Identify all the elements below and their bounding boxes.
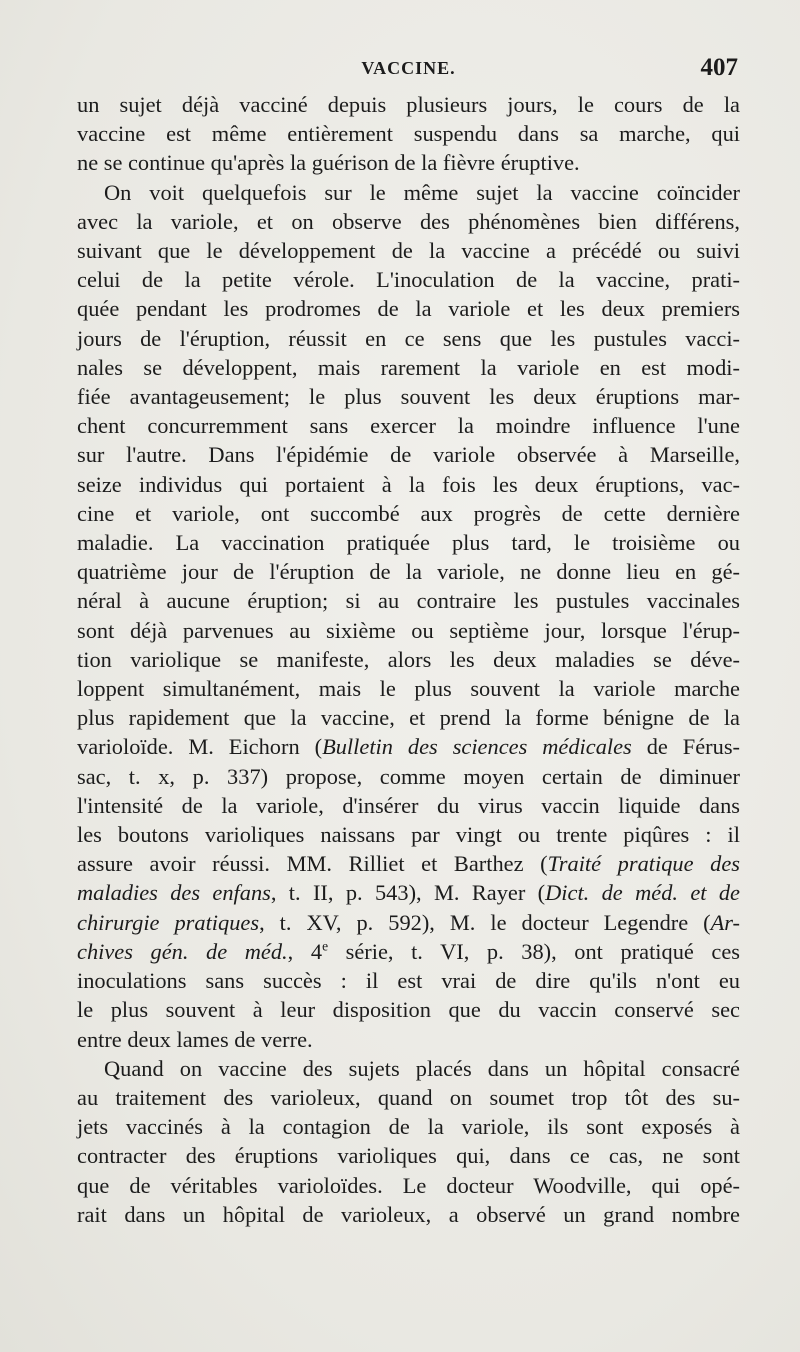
text-line: sac, t. x, p. 337) propose, comme moyen certain de diminuer [77, 763, 740, 789]
text-line: le plus souvent à leur disposition que du vaccin conservé sec [77, 997, 740, 1023]
text-line: cine et variole, ont succombé aux progrès de cette dernière [77, 500, 740, 526]
text-line: quatrième jour de l'éruption de la variole, ne donne lieu en gé- [77, 559, 740, 585]
text-line: maladies des enfans, t. II, p. 543), M. Rayer (Dict. de méd. et de [77, 880, 740, 906]
text-line: On voit quelquefois sur le même sujet la vaccine coïncider [104, 179, 740, 205]
text-line: fiée avantageusement; le plus souvent les deux éruptions mar- [77, 384, 740, 410]
text-line: sont déjà parvenues au sixième ou septième jour, lorsque l'érup- [77, 617, 740, 643]
text-line: quée pendant les prodromes de la variole et les deux premiers [77, 296, 740, 322]
text-line: nales se développent, mais rarement la variole en est modi- [77, 354, 740, 380]
text-line: un sujet déjà vacciné depuis plusieurs jours, le cours de la [77, 92, 740, 117]
text-line: vaccine est même entièrement suspendu dans sa marche, qui [77, 121, 740, 147]
text-line: inoculations sans succès : il est vrai de dire qu'ils n'ont eu [77, 968, 740, 994]
text-line: celui de la petite vérole. L'inoculation de la vaccine, prati- [77, 267, 740, 293]
text-line: entre deux lames de verre. [77, 1026, 313, 1052]
text-line: avec la variole, et on observe des phénomènes bien différens, [77, 208, 740, 234]
text-line: l'intensité de la variole, d'insérer du virus vaccin liquide dans [77, 792, 740, 818]
text-line: ne se continue qu'après la guérison de la fièvre éruptive. [77, 150, 580, 176]
text-line: tion variolique se manifeste, alors les deux maladies se déve- [77, 646, 740, 672]
text-line: contracter des éruptions varioliques qui, dans ce cas, ne sont [77, 1143, 740, 1169]
book-page [77, 56, 740, 1229]
text-line: assure avoir réussi. MM. Rilliet et Barthez (Traité pratique des [77, 851, 740, 877]
paragraph [77, 178, 740, 1054]
text-line: plus rapidement que la vaccine, et prend la forme bénigne de la [77, 705, 740, 731]
text-line: les boutons varioliques naissans par vingt ou trente piqûres : il [77, 822, 740, 848]
paragraph [77, 90, 740, 178]
text-line: rait dans un hôpital de varioleux, a observé un grand nombre [77, 1201, 740, 1227]
text-line: jours de l'éruption, réussit en ce sens que les pustules vacci- [77, 325, 740, 351]
text-line: au traitement des varioleux, quand on soumet trop tôt des su- [77, 1084, 740, 1110]
body-text [77, 90, 740, 1229]
text-line: loppent simultanément, mais le plus souvent la variole marche [77, 676, 740, 702]
text-line: chent concurremment sans exercer la moindre influence l'une [77, 413, 740, 439]
paragraph [77, 1054, 740, 1229]
text-line: Quand on vaccine des sujets placés dans un hôpital consacré [104, 1055, 740, 1081]
text-line: suivant que le développement de la vaccine a précédé ou suivi [77, 238, 740, 264]
text-line: néral à aucune éruption; si au contraire les pustules vaccinales [77, 588, 740, 614]
text-line: chives gén. de méd., 4e série, t. VI, p. 38), ont pratiqué ces [77, 938, 741, 964]
text-line: chirurgie pratiques, t. XV, p. 592), M. le docteur Legendre (Ar- [77, 909, 741, 935]
text-line: jets vaccinés à la contagion de la variole, ils sont exposés à [77, 1114, 740, 1140]
page-number: 407 [700, 54, 738, 81]
running-head: VACCINE. [361, 58, 456, 78]
text-line: maladie. La vaccination pratiquée plus tard, le troisième ou [77, 530, 740, 556]
page-header [77, 56, 740, 90]
text-line: sur l'autre. Dans l'épidémie de variole observée à Marseille, [77, 442, 740, 468]
text-line: seize individus qui portaient à la fois les deux éruptions, vac- [77, 471, 740, 497]
text-line: varioloïde. M. Eichorn (Bulletin des sciences médicales de Férus- [77, 734, 741, 760]
text-line: que de véritables varioloïdes. Le docteur Woodville, qui opé- [77, 1172, 740, 1198]
